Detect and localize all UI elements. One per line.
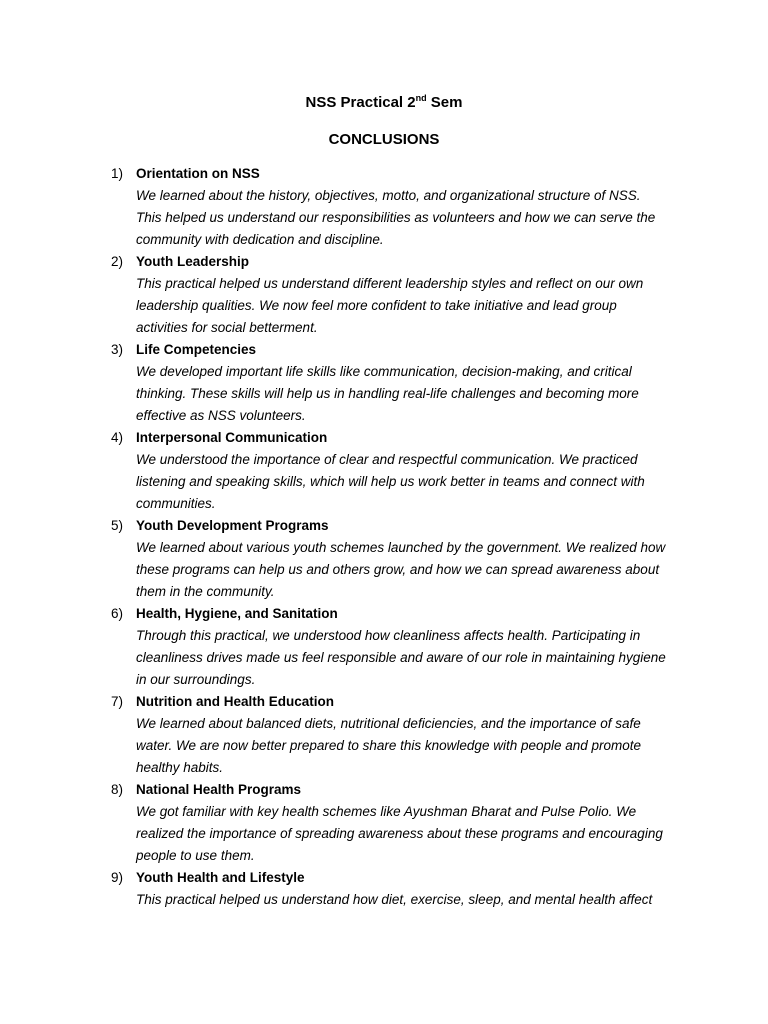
item-number: 3) [111,342,124,357]
item-body [136,449,701,515]
body-line: these programs can help us and others grow, and how we can spread awareness about [136,562,660,577]
body-line: We understood the importance of clear and respectful communication. We practiced [136,452,638,467]
item-number: 4) [111,430,124,445]
body-line: Through this practical, we understood how cleanliness affects health. Participating in [136,628,641,643]
body-line: We developed important life skills like communication, decision-making, and critical [136,364,632,379]
item-heading: Life Competencies [136,342,257,357]
item-body [136,801,701,867]
list-item [111,251,701,339]
body-line: community with dedication and discipline. [136,232,384,247]
body-line: activities for social betterment. [136,320,318,335]
item-body [136,713,701,779]
body-line: We got familiar with key health schemes like Ayushman Bharat and Pulse Polio. We [136,804,637,819]
item-number: 8) [111,782,124,797]
item-heading: Youth Development Programs [136,518,329,533]
item-body [136,625,701,691]
item-number: 6) [111,606,124,621]
body-line: people to use them. [136,848,255,863]
item-body [136,185,701,251]
body-line: listening and speaking skills, which will help us work better in teams and connect with [136,474,645,489]
body-line: healthy habits. [136,760,224,775]
item-heading: Youth Leadership [136,254,250,269]
item-heading: Health, Hygiene, and Sanitation [136,606,338,621]
list-item [111,779,701,867]
list-item [111,603,701,691]
item-heading: Interpersonal Communication [136,430,328,445]
item-body [136,889,701,911]
item-number: 9) [111,870,124,885]
body-line: water. We are now better prepared to share this knowledge with people and promote [136,738,642,753]
item-body [136,537,701,603]
item-heading: Youth Health and Lifestyle [136,870,305,885]
list-item [111,515,701,603]
body-line: them in the community. [136,584,275,599]
item-number: 1) [111,166,124,181]
list-item [111,427,701,515]
body-line: leadership qualities. We now feel more confident to take initiative and lead group [136,298,617,313]
title-main: NSS Practical 2 [305,94,416,111]
list-item [111,339,701,427]
list-item [111,867,701,911]
body-line: This helped us understand our responsibilities as volunteers and how we can serve the [136,210,656,225]
item-heading: National Health Programs [136,782,302,797]
document-subtitle: CONCLUSIONS [328,131,440,148]
item-body [136,273,701,339]
list-item [111,691,701,779]
body-line: We learned about the history, objectives, motto, and organizational structure of NSS. [136,188,641,203]
item-number: 2) [111,254,124,269]
body-line: realized the importance of spreading awareness about these programs and encouraging [136,826,663,841]
conclusions-list [111,163,701,911]
item-number: 7) [111,694,124,709]
body-line: cleanliness drives made us feel responsible and aware of our role in maintaining hygiene [136,650,666,665]
body-line: This practical helped us understand how diet, exercise, sleep, and mental health affect [136,892,653,907]
body-line: This practical helped us understand different leadership styles and reflect on our own [136,276,644,291]
title-superscript: nd [415,93,427,103]
item-body [136,361,701,427]
body-line: thinking. These skills will help us in handling real-life challenges and becoming more [136,386,639,401]
body-line: We learned about balanced diets, nutritional deficiencies, and the importance of safe [136,716,641,731]
item-number: 5) [111,518,124,533]
body-line: effective as NSS volunteers. [136,408,306,423]
body-line: in our surroundings. [136,672,256,687]
list-item [111,163,701,251]
item-heading: Nutrition and Health Education [136,694,334,709]
item-heading: Orientation on NSS [136,166,260,181]
title-end: Sem [426,94,463,111]
document-title [0,93,768,113]
body-line: communities. [136,496,216,511]
body-line: We learned about various youth schemes launched by the government. We realized how [136,540,666,555]
